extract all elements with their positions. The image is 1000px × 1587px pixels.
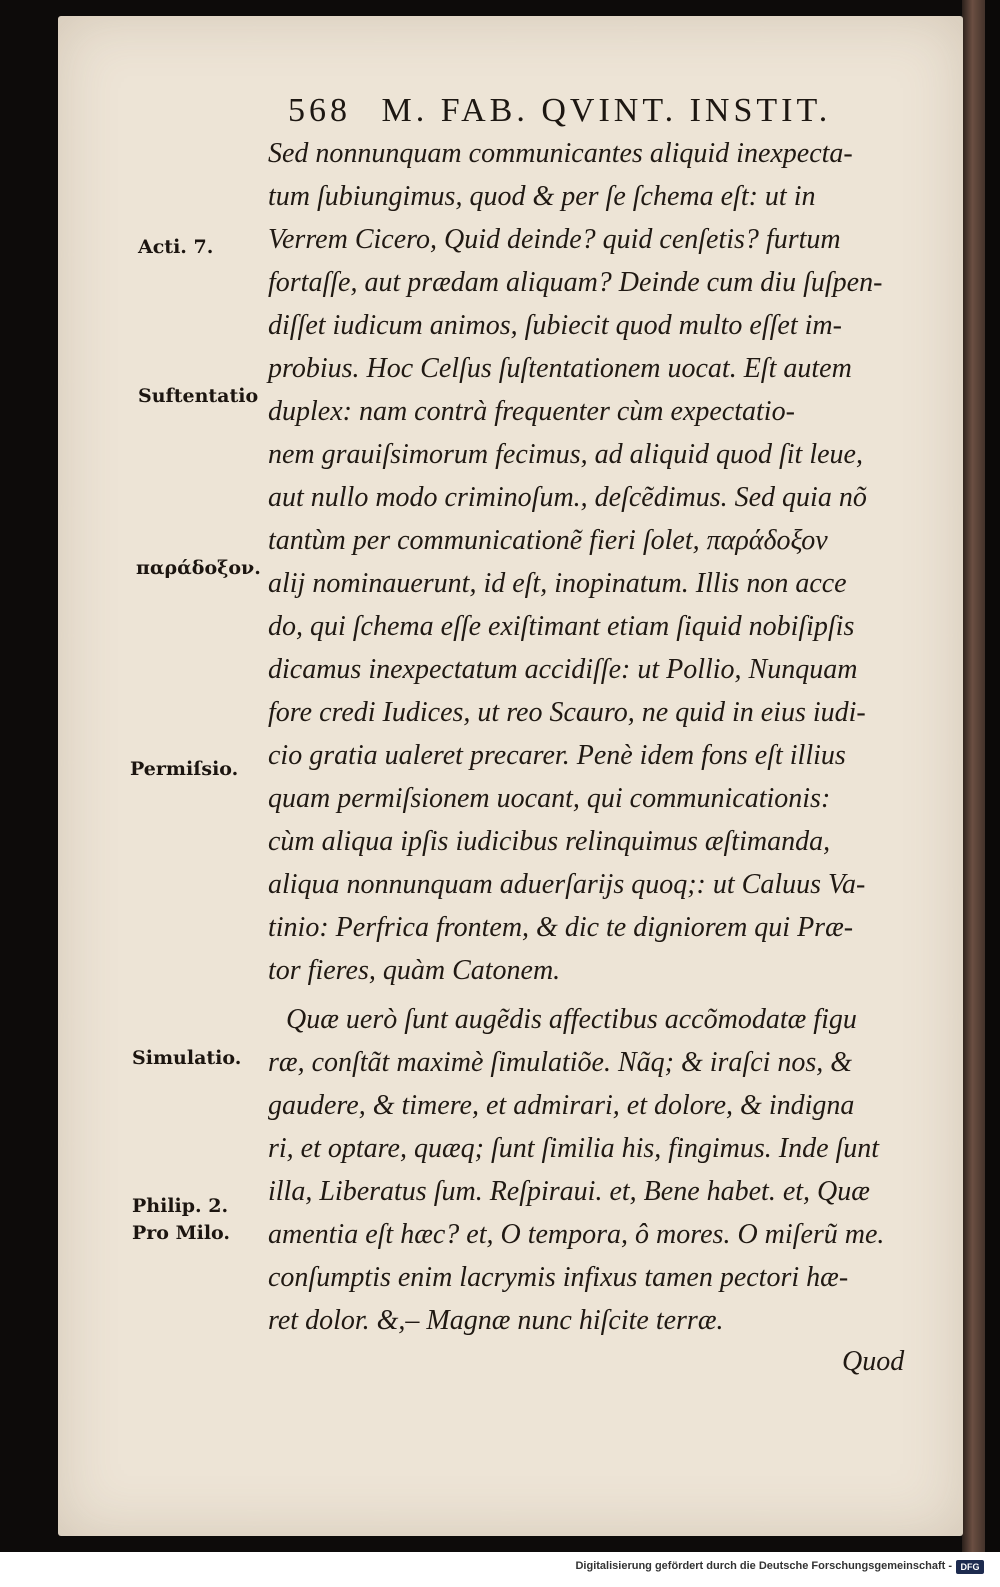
- text-line: duplex: nam contrà frequenter cùm expectatio-: [268, 396, 795, 427]
- text-line: tinio: Perfrica frontem, & dic te digniorem qui Præ-: [268, 912, 854, 943]
- footer-bar: [0, 1552, 1000, 1587]
- catchword: Quod: [842, 1346, 905, 1377]
- text-line: diſſet iudicum animos, ſubiecit quod multo eſſet im-: [268, 310, 842, 341]
- running-title: M. FAB. QVINT. INSTIT.: [381, 92, 832, 129]
- margin-note: Acti. 7.: [138, 236, 214, 258]
- funding-credit: Digitalisierung gefördert durch die Deutsche Forschungsgemeinschaft -: [575, 1560, 952, 1572]
- margin-note: παράδοξον.: [136, 557, 261, 579]
- text-line: do, qui ſchema eſſe exiſtimant etiam ſiquid nobiſipſis: [268, 611, 855, 642]
- page-number: 568: [288, 92, 351, 129]
- margin-note: Suftentatio: [138, 385, 259, 407]
- text-line: Quæ uerò ſunt augẽdis affectibus accõmodatæ figu: [286, 1004, 857, 1035]
- text-line: cùm aliqua ipſis iudicibus relinquimus æſtimanda,: [268, 826, 831, 857]
- text-line: dicamus inexpectatum accidiſſe: ut Pollio, Nunquam: [268, 654, 858, 685]
- text-line: tantùm per communicationẽ fieri ſolet, παράδοξον: [268, 525, 828, 556]
- text-line: tor fieres, quàm Catonem.: [268, 955, 561, 986]
- text-line: tum ſubiungimus, quod & per ſe ſchema eſt: ut in: [268, 181, 816, 212]
- text-line: probius. Hoc Celſus ſuſtentationem uocat. Eſt autem: [268, 353, 852, 384]
- text-line: ræ, conſtãt maximè ſimulatiõe. Nãq; & iraſci nos, &: [268, 1047, 853, 1078]
- text-line: cio gratia ualeret precarer. Penè idem fons eſt illius: [268, 740, 846, 771]
- text-line: fortaſſe, aut prædam aliquam? Deinde cum diu ſuſpen-: [268, 267, 883, 298]
- page-header: [288, 92, 831, 130]
- text-line: conſumptis enim lacrymis infixus tamen pectori hæ-: [268, 1262, 849, 1293]
- text-line: ri, et optare, quæq; ſunt ſimilia his, fingimus. Inde ſunt: [268, 1133, 880, 1164]
- text-line: gaudere, & timere, et admirari, et dolore, & indigna: [268, 1090, 855, 1121]
- text-line: nem grauiſsimorum fecimus, ad aliquid quod ſit leue,: [268, 439, 863, 470]
- margin-note: Permiſsio.: [130, 758, 239, 780]
- text-line: aliqua nonnunquam aduerſarijs quoq;: ut Caluus Va-: [268, 869, 866, 900]
- text-line: alij nominauerunt, id eſt, inopinatum. Illis non acce: [268, 568, 847, 599]
- margin-note: Simulatio.: [132, 1047, 242, 1069]
- text-line: Sed nonnunquam communicantes aliquid inexpecta-: [268, 138, 853, 169]
- text-line: illa, Liberatus ſum. Reſpiraui. et, Bene habet. et, Quæ: [268, 1176, 870, 1207]
- text-line: amentia eſt hæc? et, O tempora, ô mores. O miſerũ me.: [268, 1219, 885, 1250]
- margin-note: Philip. 2.: [132, 1195, 229, 1217]
- text-line: quam permiſsionem uocant, qui communicationis:: [268, 783, 831, 814]
- text-line: fore credi Iudices, ut reo Scauro, ne quid in eius iudi-: [268, 697, 866, 728]
- scan-border: [985, 0, 1000, 1552]
- text-line: ret dolor. &,– Magnæ nunc hiſcite terræ.: [268, 1305, 724, 1336]
- text-line: Verrem Cicero, Quid deinde? quid cenſetis? furtum: [268, 224, 841, 255]
- margin-note: Pro Milo.: [132, 1222, 231, 1244]
- dfg-logo: DFG: [956, 1560, 984, 1574]
- text-line: aut nullo modo criminoſum., deſcẽdimus. Sed quia nõ: [268, 482, 867, 513]
